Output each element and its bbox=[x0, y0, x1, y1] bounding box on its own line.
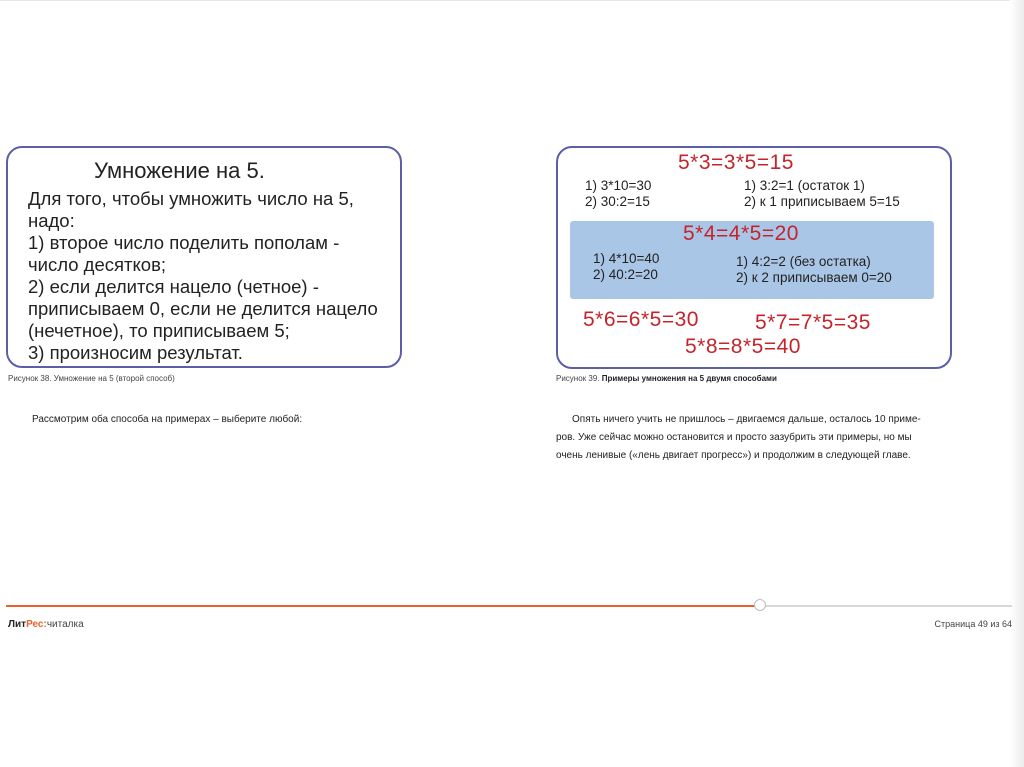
figure-left-line: Для того, чтобы умножить число на 5, bbox=[28, 188, 354, 209]
logo-part: Рес: bbox=[26, 619, 47, 630]
reading-progress-fill bbox=[6, 605, 760, 607]
paragraph-right bbox=[556, 411, 1014, 465]
logo-part: читалка bbox=[46, 619, 84, 630]
right-shadow bbox=[1010, 0, 1024, 767]
figure-right-caption bbox=[556, 374, 777, 383]
figure-left-box bbox=[6, 146, 402, 368]
caption-prefix: Рисунок 39. bbox=[556, 374, 600, 383]
equation-5x4: 5*4=4*5=20 bbox=[683, 222, 799, 245]
caption-title: Примеры умножения на 5 двумя способами bbox=[601, 374, 777, 383]
equation-5x6: 5*6=6*5=30 bbox=[583, 308, 699, 331]
figure-left-body bbox=[28, 188, 398, 364]
paragraph-right-line: Опять ничего учить не пришлось – двигаемся дальше, осталось 10 приме- bbox=[572, 414, 921, 425]
page-indicator: Страница 49 из 64 bbox=[934, 619, 1012, 629]
equation-5x3: 5*3=3*5=15 bbox=[678, 151, 794, 174]
method-a-step1: 1) 4*10=40 bbox=[593, 251, 660, 266]
figure-left-line: 2) если делится нацело (четное) - bbox=[28, 276, 319, 297]
method-a-step2: 2) 30:2=15 bbox=[585, 194, 650, 209]
figure-right-box bbox=[556, 146, 952, 369]
figure-left-line: число десятков; bbox=[28, 254, 167, 275]
figure-left-line: приписываем 0, если не делится нацело bbox=[28, 298, 378, 319]
method-b-step1: 1) 4:2=2 (без остатка) bbox=[736, 254, 871, 269]
method-a-step1: 1) 3*10=30 bbox=[585, 178, 652, 193]
figure-left-title: Умножение на 5. bbox=[94, 158, 265, 183]
paragraph-right-line: ров. Уже сейчас можно остановится и просто зазубрить эти примеры, но мы bbox=[556, 432, 912, 443]
method-b-step2: 2) к 2 приписываем 0=20 bbox=[736, 270, 892, 285]
progress-handle[interactable] bbox=[754, 599, 766, 611]
paragraph-right-line: очень ленивые («лень двигает прогресс») и продолжим в следующей главе. bbox=[556, 450, 911, 461]
method-b-step1: 1) 3:2=1 (остаток 1) bbox=[744, 178, 865, 193]
figure-left-line: 3) произносим результат. bbox=[28, 342, 243, 363]
logo-part: Лит bbox=[8, 619, 27, 630]
equation-5x7: 5*7=7*5=35 bbox=[755, 311, 871, 334]
figure-left-line: (нечетное), то приписываем 5; bbox=[28, 320, 290, 341]
method-a-step2: 2) 40:2=20 bbox=[593, 267, 658, 282]
figure-left-line: надо: bbox=[28, 210, 75, 231]
equation-5x8: 5*8=8*5=40 bbox=[685, 335, 801, 358]
figure-left-caption: Рисунок 38. Умножение на 5 (второй способ) bbox=[8, 374, 175, 383]
top-border bbox=[0, 0, 1024, 1]
reading-progress-bar[interactable] bbox=[6, 605, 1012, 607]
litres-reader-logo[interactable] bbox=[8, 619, 84, 630]
paragraph-left: Рассмотрим оба способа на примерах – выберите любой: bbox=[32, 414, 303, 425]
figure-left-line: 1) второе число поделить пополам - bbox=[28, 232, 340, 253]
method-b-step2: 2) к 1 приписываем 5=15 bbox=[744, 194, 900, 209]
